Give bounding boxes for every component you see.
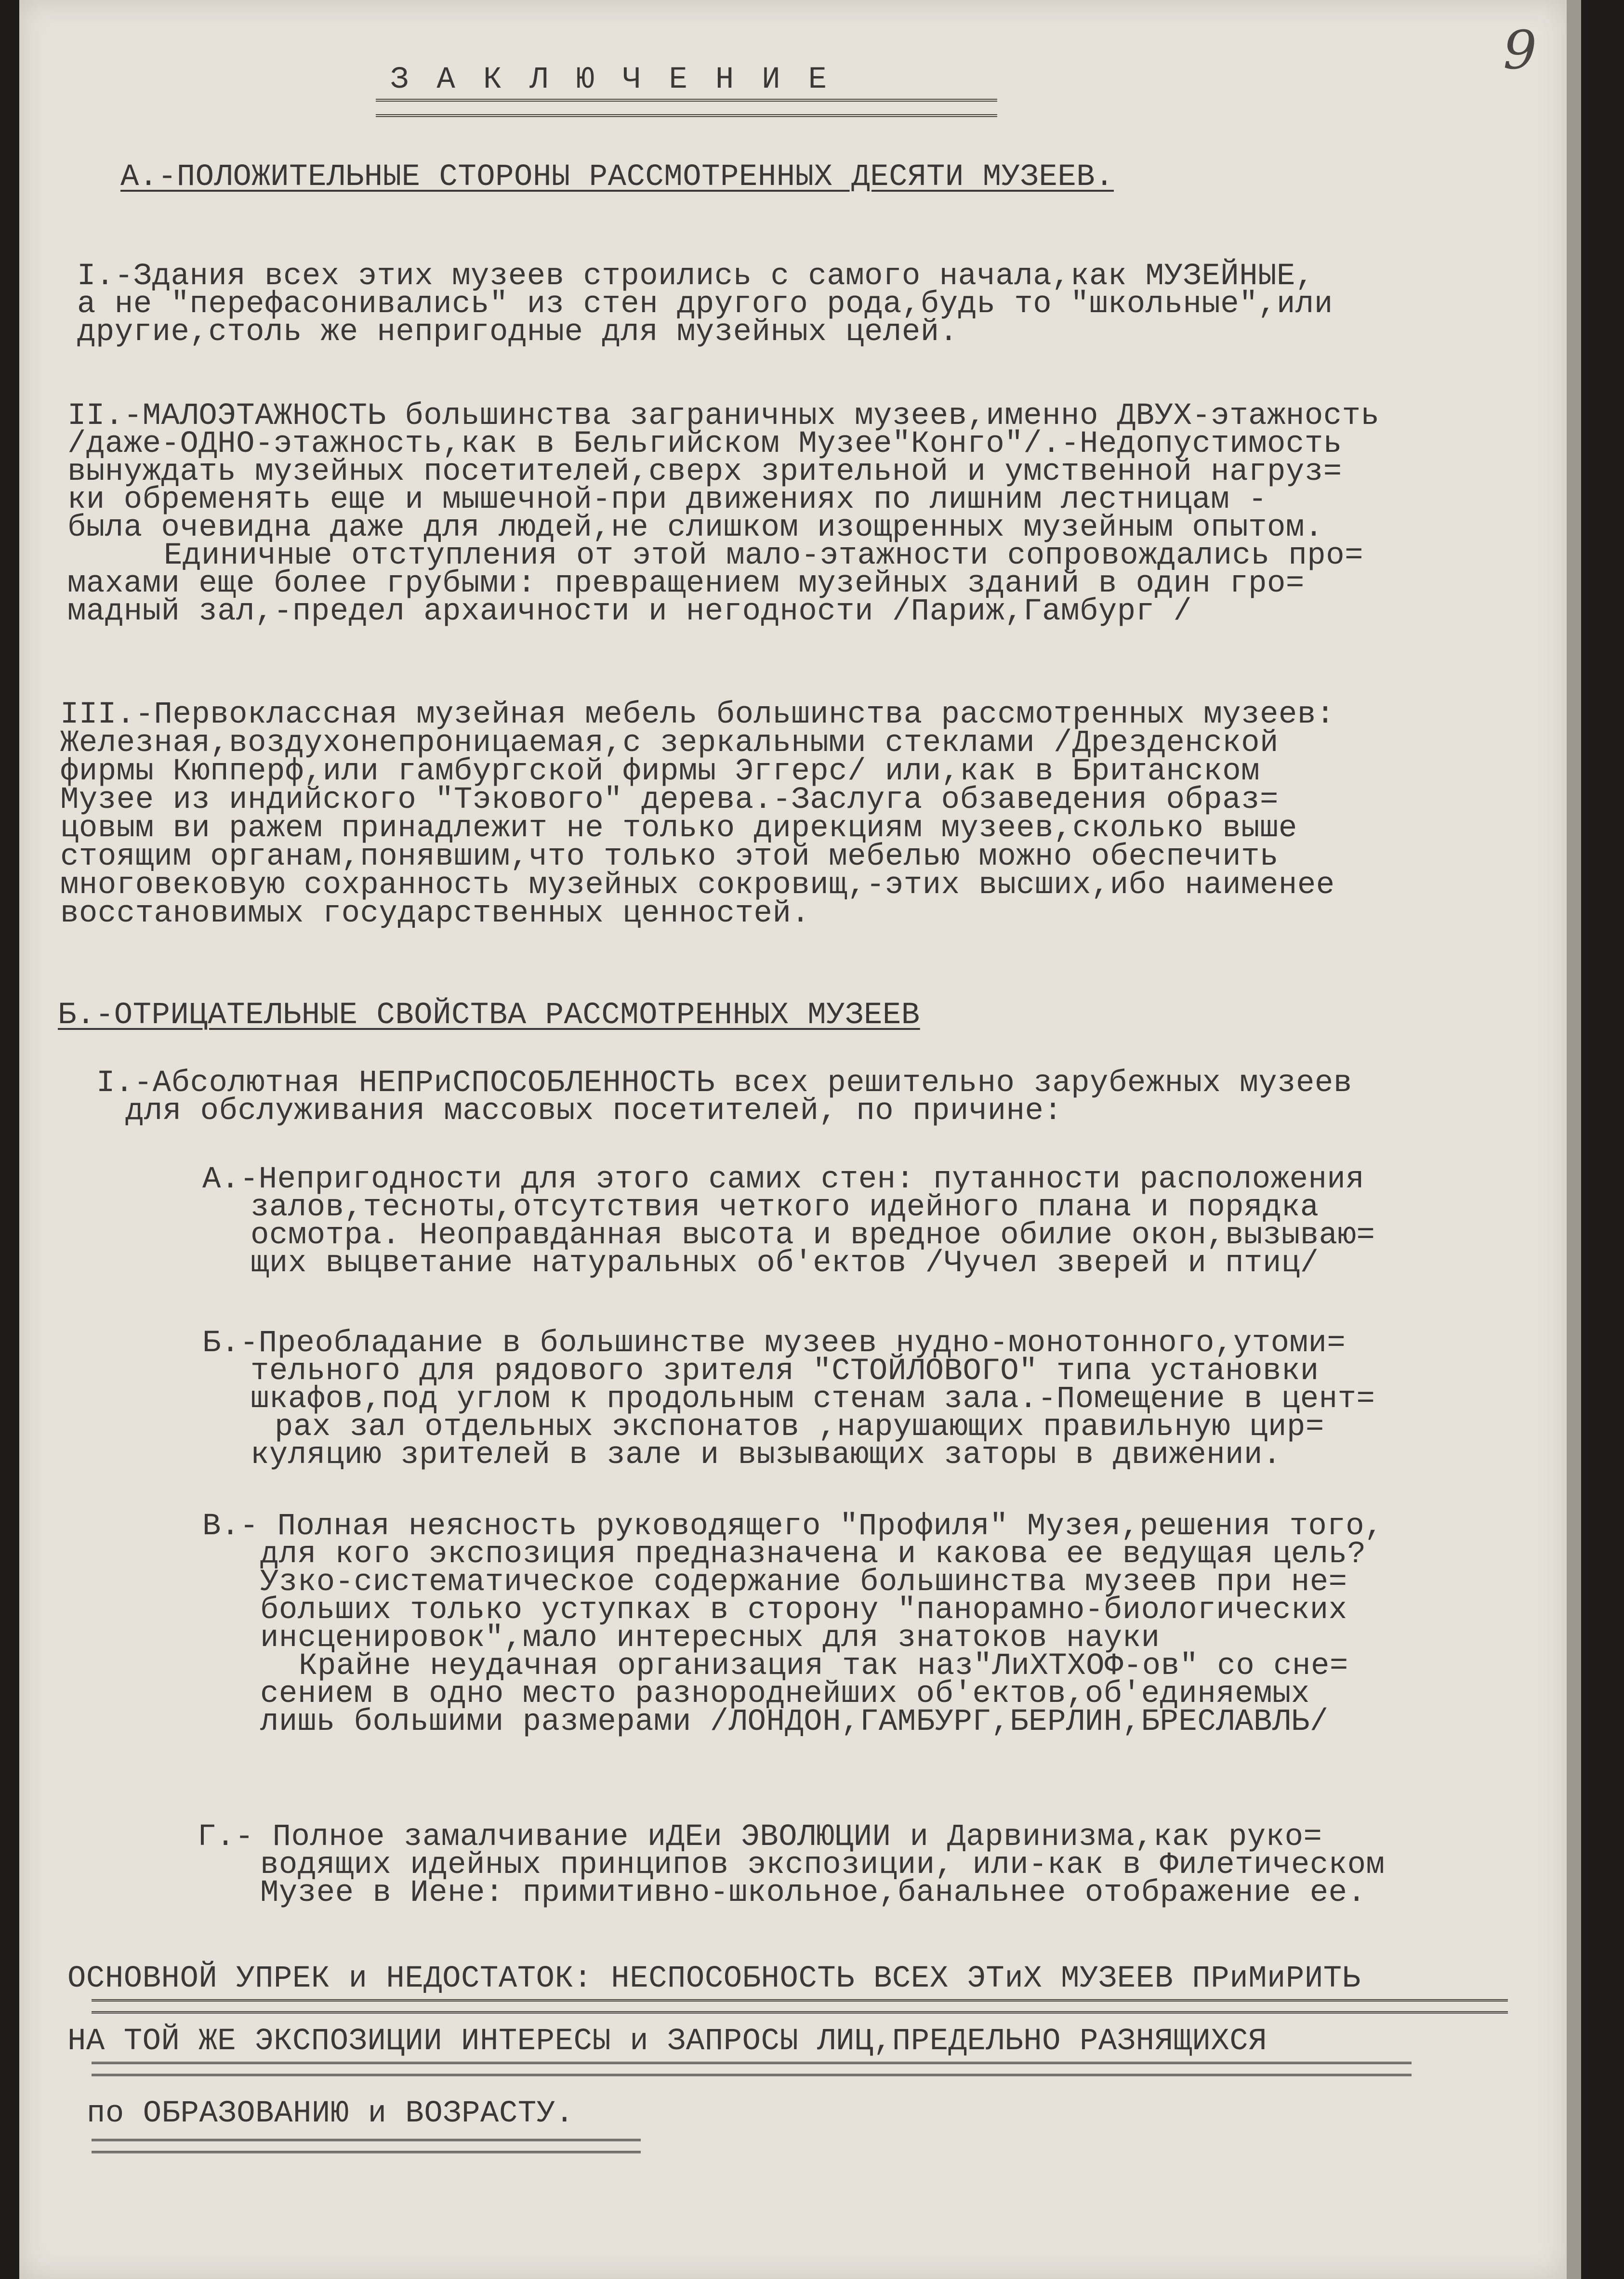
text-line: Железная,воздухонепроницаемая,с зеркальными стеклами /Дрезденской	[60, 726, 1279, 761]
text-line: ки обременять еще и мышечной-при движениях по лишним лестницам -	[67, 483, 1267, 517]
text-line: другие,столь же непригодные для музейных целей.	[77, 315, 958, 350]
section-b-sub-c	[202, 1509, 1384, 1739]
text-line: /даже-ОДНО-этажность,как в Бельгийском Музее"Конго"/.-Недопустимость	[67, 427, 1342, 461]
text-line: инсценировок",мало интересных для знатоков науки	[260, 1621, 1160, 1656]
text-line: мадный зал,-предел архаичности и негодности /Париж,Гамбург /	[67, 594, 1192, 629]
text-line: была очевидна даже для людей,не слишком изощренных музейным опытом.	[67, 511, 1323, 545]
text-line: А.-Непригодности для этого самих стен: путанности расположения	[202, 1162, 1365, 1197]
text-line: тельного для рядового зрителя "СТОЙЛОВОГО" типа установки	[251, 1354, 1319, 1389]
text-line: III.-Первоклассная музейная мебель большинства рассмотренных музеев:	[60, 698, 1335, 732]
text-line: II.-МАЛОЭТАЖНОСТЬ большинства заграничных музеев,именно ДВУХ-этажность	[67, 399, 1380, 434]
text-line: осмотра. Неоправданная высота и вредное обилие окон,вызываю=	[251, 1218, 1375, 1253]
double-rule	[92, 1999, 1508, 2014]
conclusion-line-3: по ОБРАЗОВАНИЮ и ВОЗРАСТУ.	[87, 2096, 574, 2131]
section-b-sub-d	[198, 1820, 1385, 1910]
text-line: фирмы Кюпперф,или гамбургской фирмы Эггерс/ или,как в Британском	[60, 754, 1260, 789]
text-line: Музее в Иене: примитивно-школьное,банальнее отображение ее.	[260, 1876, 1366, 1910]
conclusion-line-1: ОСНОВНОЙ УПРЕК и НЕДОСТАТОК: НЕСПОСОБНОСТЬ ВСЕХ ЭТиХ МУЗЕЕВ ПРиМиРИТЬ	[67, 1962, 1361, 1996]
title-double-rule	[376, 99, 997, 117]
page-number: 9	[1503, 19, 1537, 81]
text-line: многовековую сохранность музейных сокровищ,-этих высших,ибо наименее	[60, 868, 1335, 903]
section-b-item-1	[96, 1066, 1352, 1129]
section-a-item-1	[77, 259, 1333, 350]
text-line: Крайне неудачная организация так наз"ЛиХТХОФ-ов" со сне=	[299, 1649, 1348, 1684]
page-edge	[1567, 0, 1581, 2279]
text-line: для кого экспозиция предназначена и какова ее ведущая цель?	[260, 1537, 1366, 1572]
text-line: I.-Здания всех этих музеев строились с самого начала,как МУЗЕЙНЫЕ,	[77, 259, 1314, 294]
text-line: I.-Абсолютная НЕПРиСПОСОБЛЕННОСТЬ всех решительно зарубежных музеев	[96, 1066, 1352, 1101]
section-a-item-3	[60, 698, 1335, 931]
text-line: Единичные отступления от этой мало-этажности сопровождались про=	[164, 539, 1363, 573]
text-line: шкафов,под углом к продольным стенам зала.-Помещение в цент=	[251, 1382, 1375, 1417]
text-line: куляцию зрителей в зале и вызывающих заторы в движении.	[251, 1438, 1281, 1473]
text-line: В.- Полная неясность руководящего "Профиля" Музея,решения того,	[202, 1509, 1384, 1544]
text-line: Г.- Полное замалчивание иДЕи ЭВОЛЮЦИИ и Дарвинизма,как руко=	[198, 1820, 1322, 1855]
text-line: сением в одно место разнороднейших об'ектов,об'единяемых	[260, 1677, 1310, 1712]
text-line: больших только уступках в сторону "панорамно-биологических	[260, 1593, 1347, 1628]
text-line: залов,тесноты,отсутствия четкого идейного плана и порядка	[251, 1190, 1319, 1225]
text-line: лишь большими размерами /ЛОНДОН,ГАМБУРГ,БЕРЛИН,БРЕСЛАВЛЬ/	[260, 1705, 1329, 1739]
text-line: махами еще более грубыми: превращением музейных зданий в один гро=	[67, 566, 1305, 601]
text-line: Узко-систематическое содержание большинства музеев при не=	[260, 1565, 1347, 1600]
text-line: щих выцветание натуральных об'ектов /Чучел зверей и птиц/	[251, 1246, 1319, 1281]
text-line: Б.-Преобладание в большинстве музеев нудно-монотонного,утоми=	[202, 1326, 1346, 1361]
section-b-sub-a	[202, 1162, 1375, 1281]
double-rule	[92, 2139, 641, 2153]
text-line: цовым ви ражем принадлежит не только дирекциям музеев,сколько выше	[60, 811, 1297, 846]
text-line: восстановимых государственных ценностей.	[60, 896, 810, 931]
conclusion-line-2: НА ТОЙ ЖЕ ЭКСПОЗИЦИИ ИНТЕРЕСЫ и ЗАПРОСЫ ЛИЦ,ПРЕДЕЛЬНО РАЗНЯЩИХСЯ	[67, 2024, 1267, 2059]
section-b-heading: Б.-ОТРИЦАТЕЛЬНЫЕ СВОЙСТВА РАССМОТРЕННЫХ МУЗЕЕВ	[58, 998, 920, 1033]
text-line: рах зал отдельных экспонатов ,нарушающих правильную цир=	[275, 1410, 1324, 1445]
text-line: Музее из индийского "Тэкового" дерева.-Заслуга обзаведения образ=	[60, 783, 1279, 817]
section-a-heading: А.-ПОЛОЖИТЕЛЬНЫЕ СТОРОНЫ РАССМОТРЕННЫХ ДЕСЯТИ МУЗЕЕВ.	[120, 160, 1114, 195]
section-a-item-2	[67, 399, 1380, 629]
double-rule	[92, 2062, 1412, 2076]
text-line: стоящим органам,понявшим,что только этой мебелью можно обеспечить	[60, 840, 1279, 874]
text-line: водящих идейных принципов экспозиции, или-как в Филетическом	[260, 1848, 1385, 1883]
text-line: для обслуживания массовых посетителей, по причине:	[125, 1094, 1063, 1129]
page-title: ЗАКЛЮЧЕНИЕ	[390, 63, 855, 97]
text-line: вынуждать музейных посетителей,сверх зрительной и умственной нагруз=	[67, 455, 1342, 489]
text-line: а не "перефасонивались" из стен другого рода,будь то "школьные",или	[77, 287, 1333, 322]
section-b-sub-b	[202, 1326, 1375, 1473]
